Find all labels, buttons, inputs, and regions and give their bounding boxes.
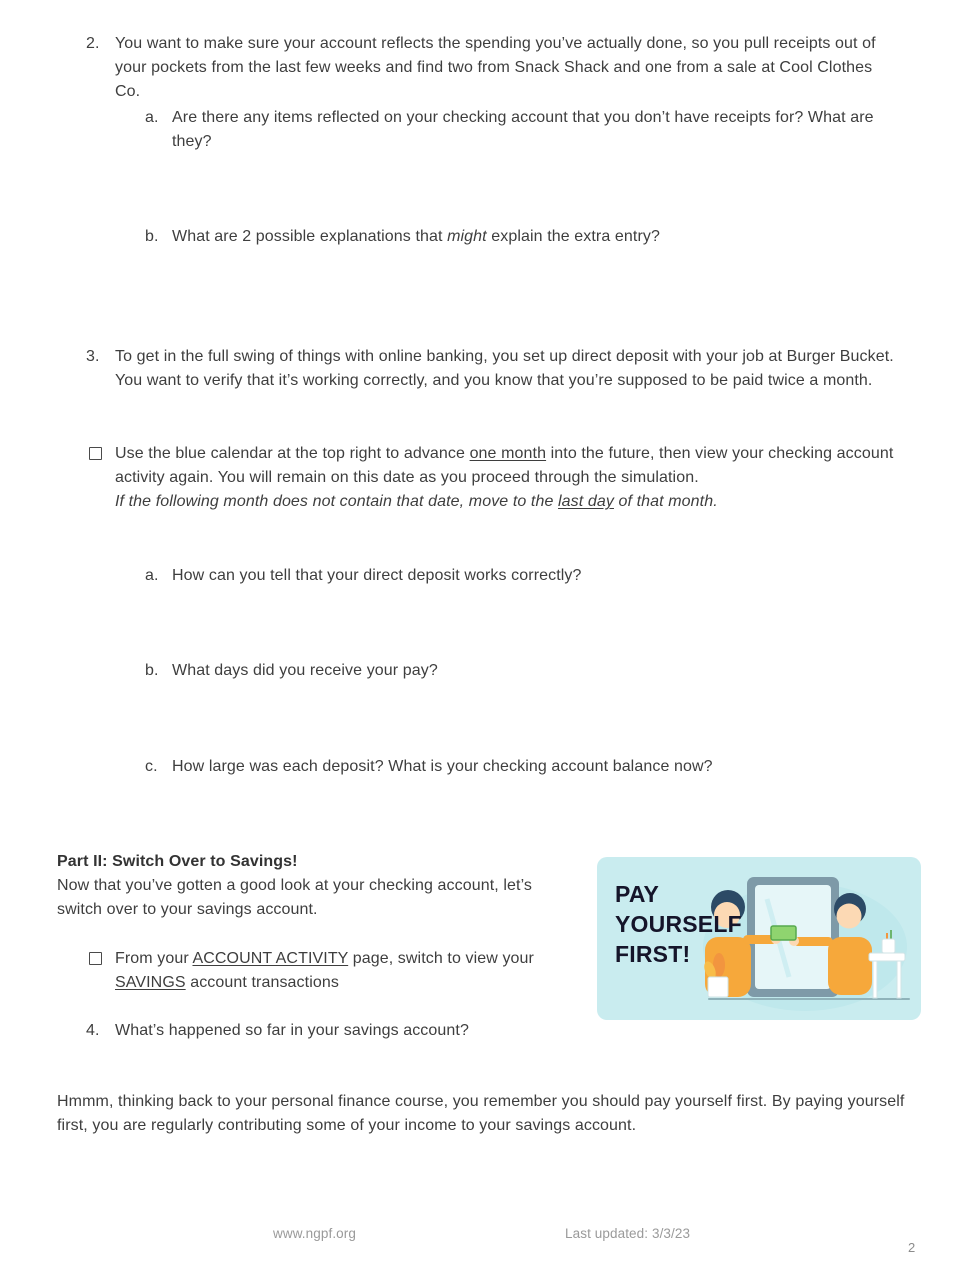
question-2a-text: Are there any items reflected on your checking account that you don’t have receipts for? What are they? bbox=[172, 109, 874, 150]
question-4-text: What’s happened so far in your savings account? bbox=[115, 1022, 469, 1039]
part-2-section bbox=[57, 850, 921, 1043]
task-checkbox[interactable] bbox=[89, 447, 102, 460]
part-2-left-column bbox=[57, 850, 578, 1043]
question-2b-text: What are 2 possible explanations that might explain the extra entry? bbox=[172, 228, 660, 245]
question-3c-letter: c. bbox=[145, 758, 158, 775]
question-2a bbox=[145, 106, 921, 154]
savings-task-text: From your ACCOUNT ACTIVITY page, switch to view your SAVINGS account transactions bbox=[115, 950, 534, 991]
question-3a-text: How can you tell that your direct deposit works correctly? bbox=[172, 567, 582, 584]
question-3c-text: How large was each deposit? What is your checking account balance now? bbox=[172, 758, 713, 775]
pay-yourself-first-caption bbox=[615, 879, 742, 969]
question-3c bbox=[145, 755, 921, 779]
question-3a bbox=[145, 564, 921, 588]
question-2b-letter: b. bbox=[145, 228, 159, 245]
savings-task bbox=[89, 947, 578, 995]
task-checkbox[interactable] bbox=[89, 952, 102, 965]
page-number: 2 bbox=[908, 1240, 916, 1255]
question-3-number: 3. bbox=[86, 348, 100, 365]
question-2b bbox=[145, 225, 921, 249]
question-3a-letter: a. bbox=[145, 567, 159, 584]
footer-last-updated: Last updated: 3/3/23 bbox=[565, 1226, 691, 1241]
caption-line-1: PAY bbox=[615, 881, 660, 907]
question-3-text: To get in the full swing of things with online banking, you set up direct deposit with your job at Burger Bucket. You want to verify that it’s working correctly, and you know that you’re supposed to be paid twice a month. bbox=[115, 348, 894, 389]
calendar-task-note: If the following month does not contain that date, move to the last day of that month. bbox=[115, 493, 718, 510]
calendar-task-text: Use the blue calendar at the top right to advance one month into the future, then view your checking account activity again. You will remain on this date as you proceed through the simulation. If the following month does not contain that date, move to the last day of that month. bbox=[115, 442, 907, 538]
question-2-text: You want to make sure your account reflects the spending you’ve actually done, so you pull receipts out of your pockets from the last few weeks and find two from Snack Shack and one from a sale at Cool Clothes Co. bbox=[115, 35, 876, 100]
question-2a-letter: a. bbox=[145, 109, 159, 126]
caption-line-2: YOURSELF bbox=[615, 911, 742, 937]
caption-line-3: FIRST! bbox=[615, 941, 691, 967]
question-4 bbox=[86, 1019, 578, 1043]
question-2 bbox=[86, 32, 921, 104]
closing-paragraph: Hmmm, thinking back to your personal finance course, you remember you should pay yourself first. By paying yourself first, you are regularly contributing some of your income to your savings account. bbox=[57, 1093, 905, 1134]
question-2-number: 2. bbox=[86, 35, 100, 52]
question-3b-text: What days did you receive your pay? bbox=[172, 662, 438, 679]
calendar-task bbox=[89, 442, 921, 538]
question-3 bbox=[86, 345, 921, 417]
pay-yourself-first-card bbox=[597, 857, 921, 1020]
part-2-heading: Part II: Switch Over to Savings! bbox=[57, 853, 298, 870]
question-3b-letter: b. bbox=[145, 662, 159, 679]
part-2-intro: Now that you’ve gotten a good look at your checking account, let’s switch over to your savings account. bbox=[57, 877, 533, 918]
question-3b bbox=[145, 659, 921, 683]
footer-site-url: www.ngpf.org bbox=[273, 1226, 356, 1241]
question-4-number: 4. bbox=[86, 1022, 100, 1039]
